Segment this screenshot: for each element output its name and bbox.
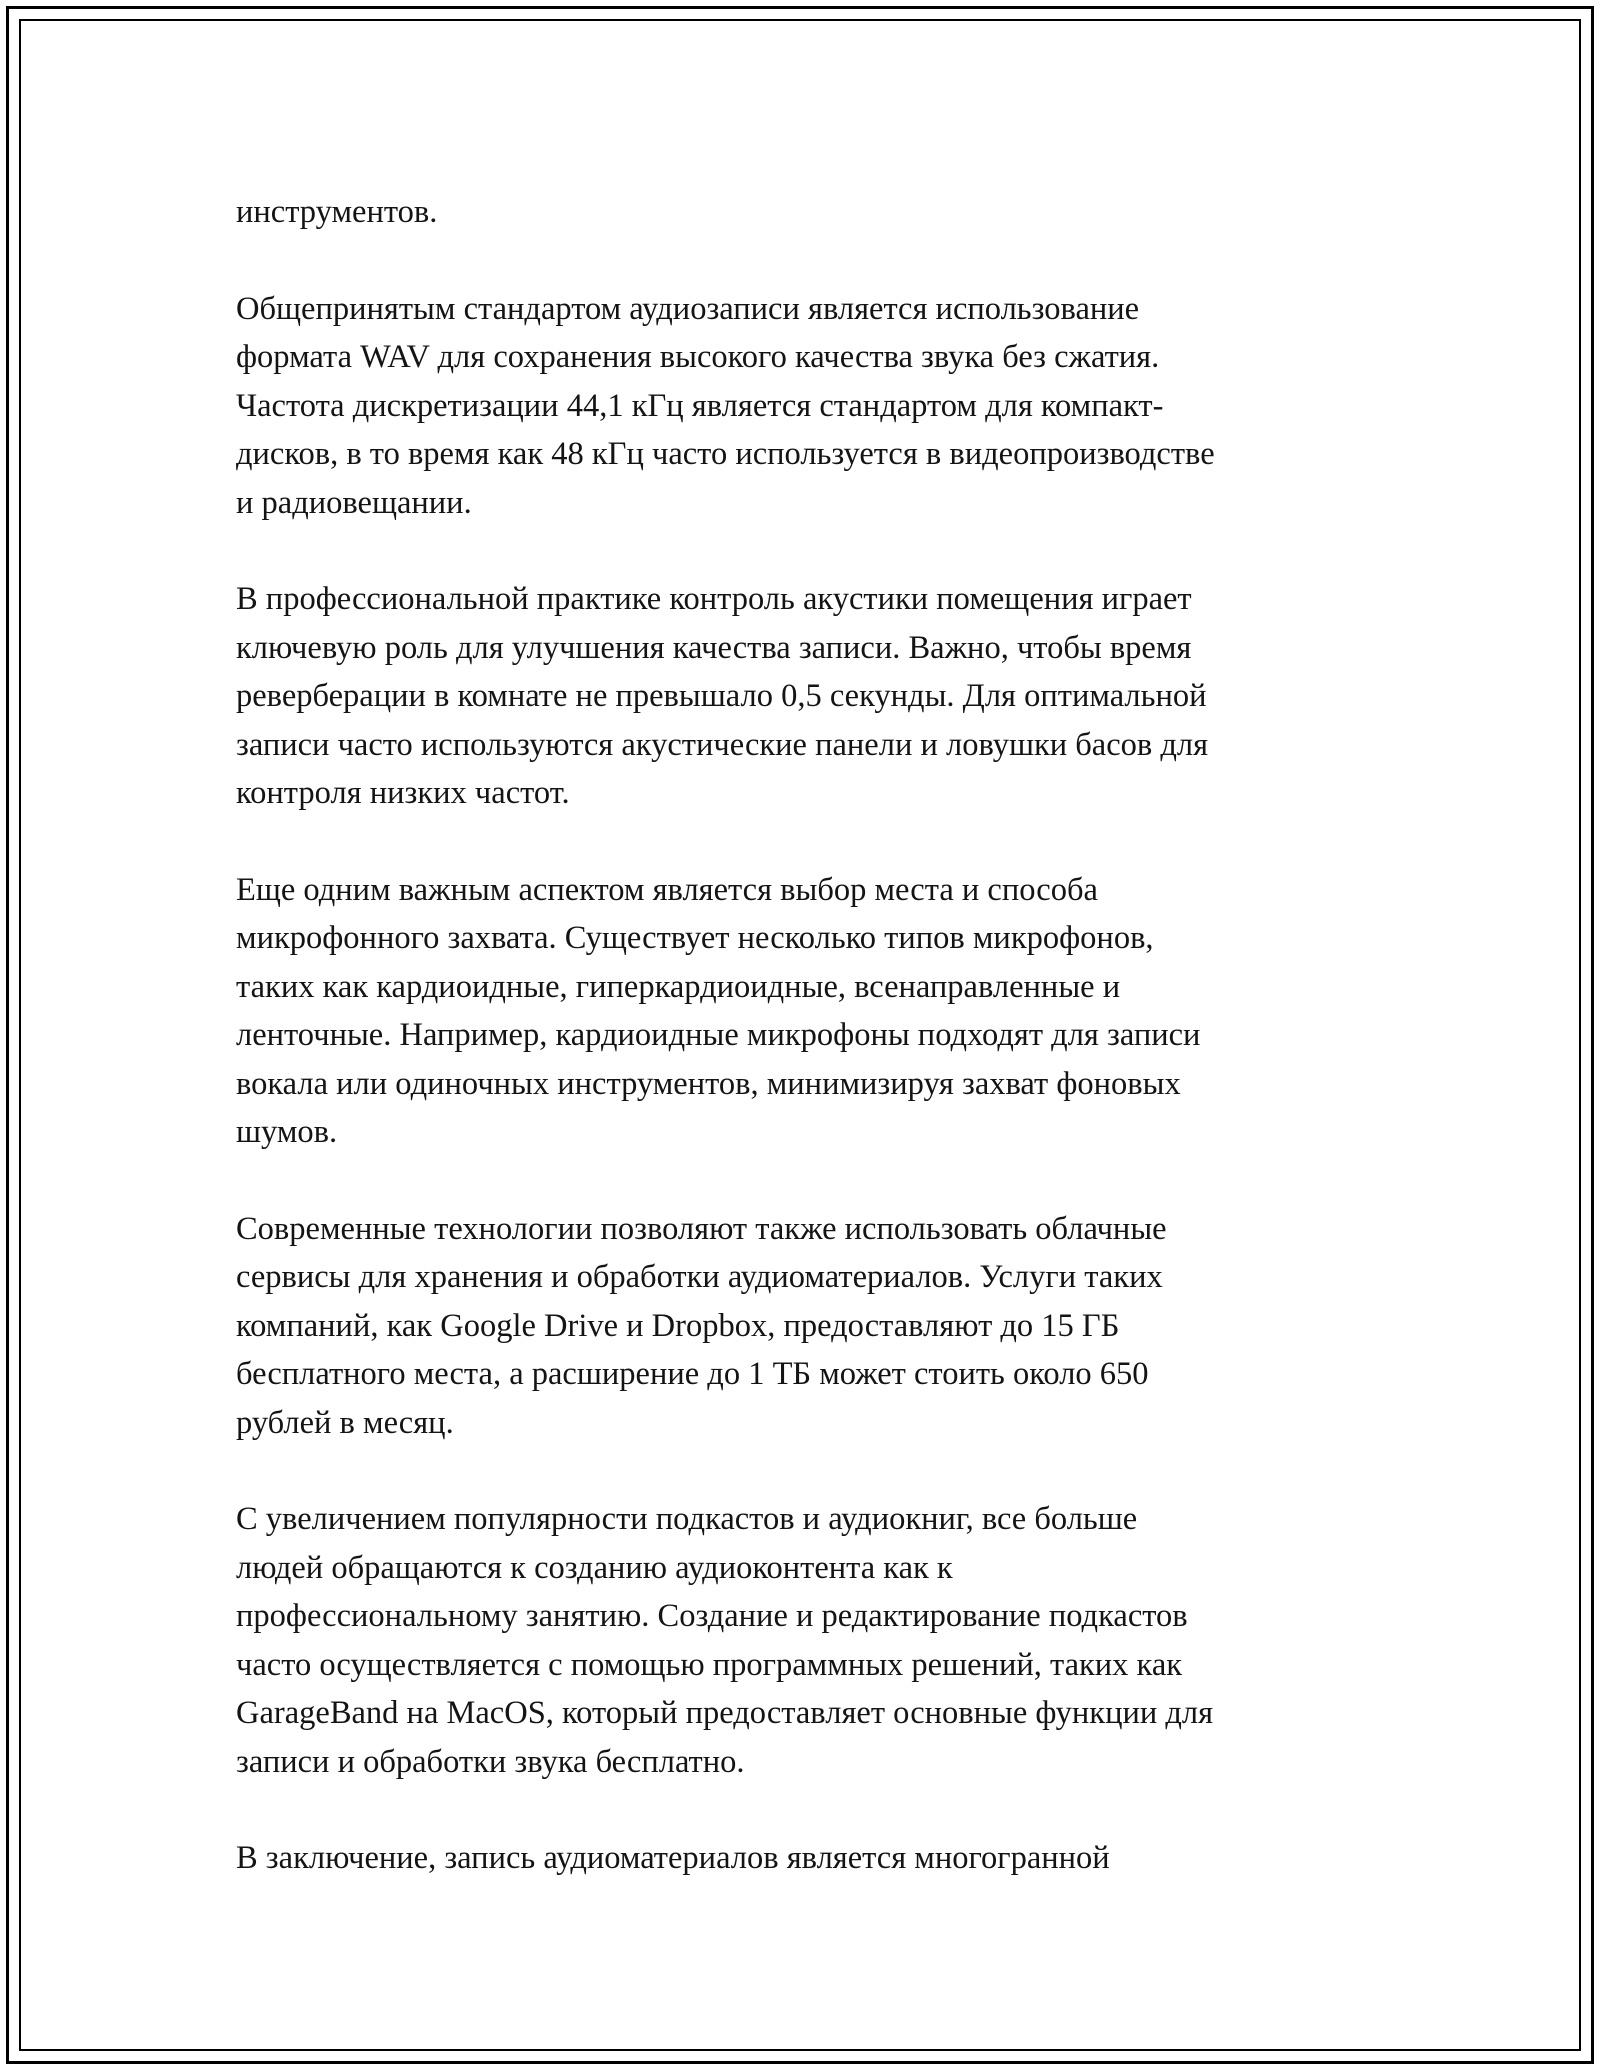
paragraph-3 (236, 575, 1356, 818)
text-line: записи часто используются акустические панели и ловушки басов для (236, 726, 1209, 763)
text-line: рублей в месяц. (236, 1404, 454, 1441)
text-line: микрофонного захвата. Существует несколько типов микрофонов, (236, 920, 1154, 956)
paragraph-5 (236, 1205, 1356, 1448)
paragraph-4 (236, 866, 1356, 1157)
text-line: Частота дискретизации 44,1 кГц является стандартом для компакт- (236, 387, 1164, 424)
text-line: дисков, в то время как 48 кГц часто используется в видеопроизводстве (236, 436, 1215, 472)
text-line: В заключение, запись аудиоматериалов является многогранной (236, 1840, 1110, 1876)
text-line: таких как кардиоидные, гиперкардиоидные, всенаправленные и (236, 968, 1121, 1005)
text-line: контроля низких частот. (236, 775, 570, 811)
text-line: ключевую роль для улучшения качества записи. Важно, чтобы время (236, 629, 1192, 666)
text-line: Современные технологии позволяют также использовать облачные (236, 1210, 1167, 1247)
text-line: сервисы для хранения и обработки аудиоматериалов. Услуги таких (236, 1259, 1163, 1295)
text-line: С увеличением популярности подкастов и аудиокниг, все больше (236, 1501, 1138, 1537)
paragraph-1 (236, 188, 1356, 237)
text-line: вокала или одиночных инструментов, минимизируя захват фоновых (236, 1065, 1181, 1102)
text-line: компаний, как Google Drive и Dropbox, предоставляют до 15 ГБ (236, 1307, 1120, 1344)
text-line: Еще одним важным аспектом является выбор места и способа (236, 871, 1098, 908)
text-line: записи и обработки звука бесплатно. (236, 1743, 745, 1780)
document-body (236, 188, 1356, 1931)
paragraph-2 (236, 285, 1356, 528)
text-line: формата WAV для сохранения высокого качества звука без сжатия. (236, 339, 1160, 375)
text-line: Общепринятым стандартом аудиозаписи является использование (236, 290, 1140, 327)
text-line: GarageBand на MacOS, который предоставляет основные функции для (236, 1695, 1214, 1731)
text-line: шумов. (236, 1114, 338, 1150)
text-line: и радиовещании. (236, 484, 472, 521)
paragraph-6 (236, 1495, 1356, 1786)
text-line: профессиональному занятию. Создание и редактирование подкастов (236, 1598, 1188, 1634)
paragraph-7 (236, 1834, 1356, 1883)
text-line: ленточные. Например, кардиоидные микрофоны подходят для записи (236, 1017, 1201, 1053)
text-line: инструментов. (236, 194, 438, 230)
text-line: часто осуществляется с помощью программных решений, таких как (236, 1646, 1183, 1683)
text-line: бесплатного места, а расширение до 1 ТБ может стоить около 650 (236, 1356, 1149, 1392)
text-line: людей обращаются к созданию аудиоконтента как к (236, 1549, 953, 1586)
text-line: реверберации в комнате не превышало 0,5 секунды. Для оптимальной (236, 678, 1207, 714)
text-line: В профессиональной практике контроль акустики помещения играет (236, 581, 1192, 617)
